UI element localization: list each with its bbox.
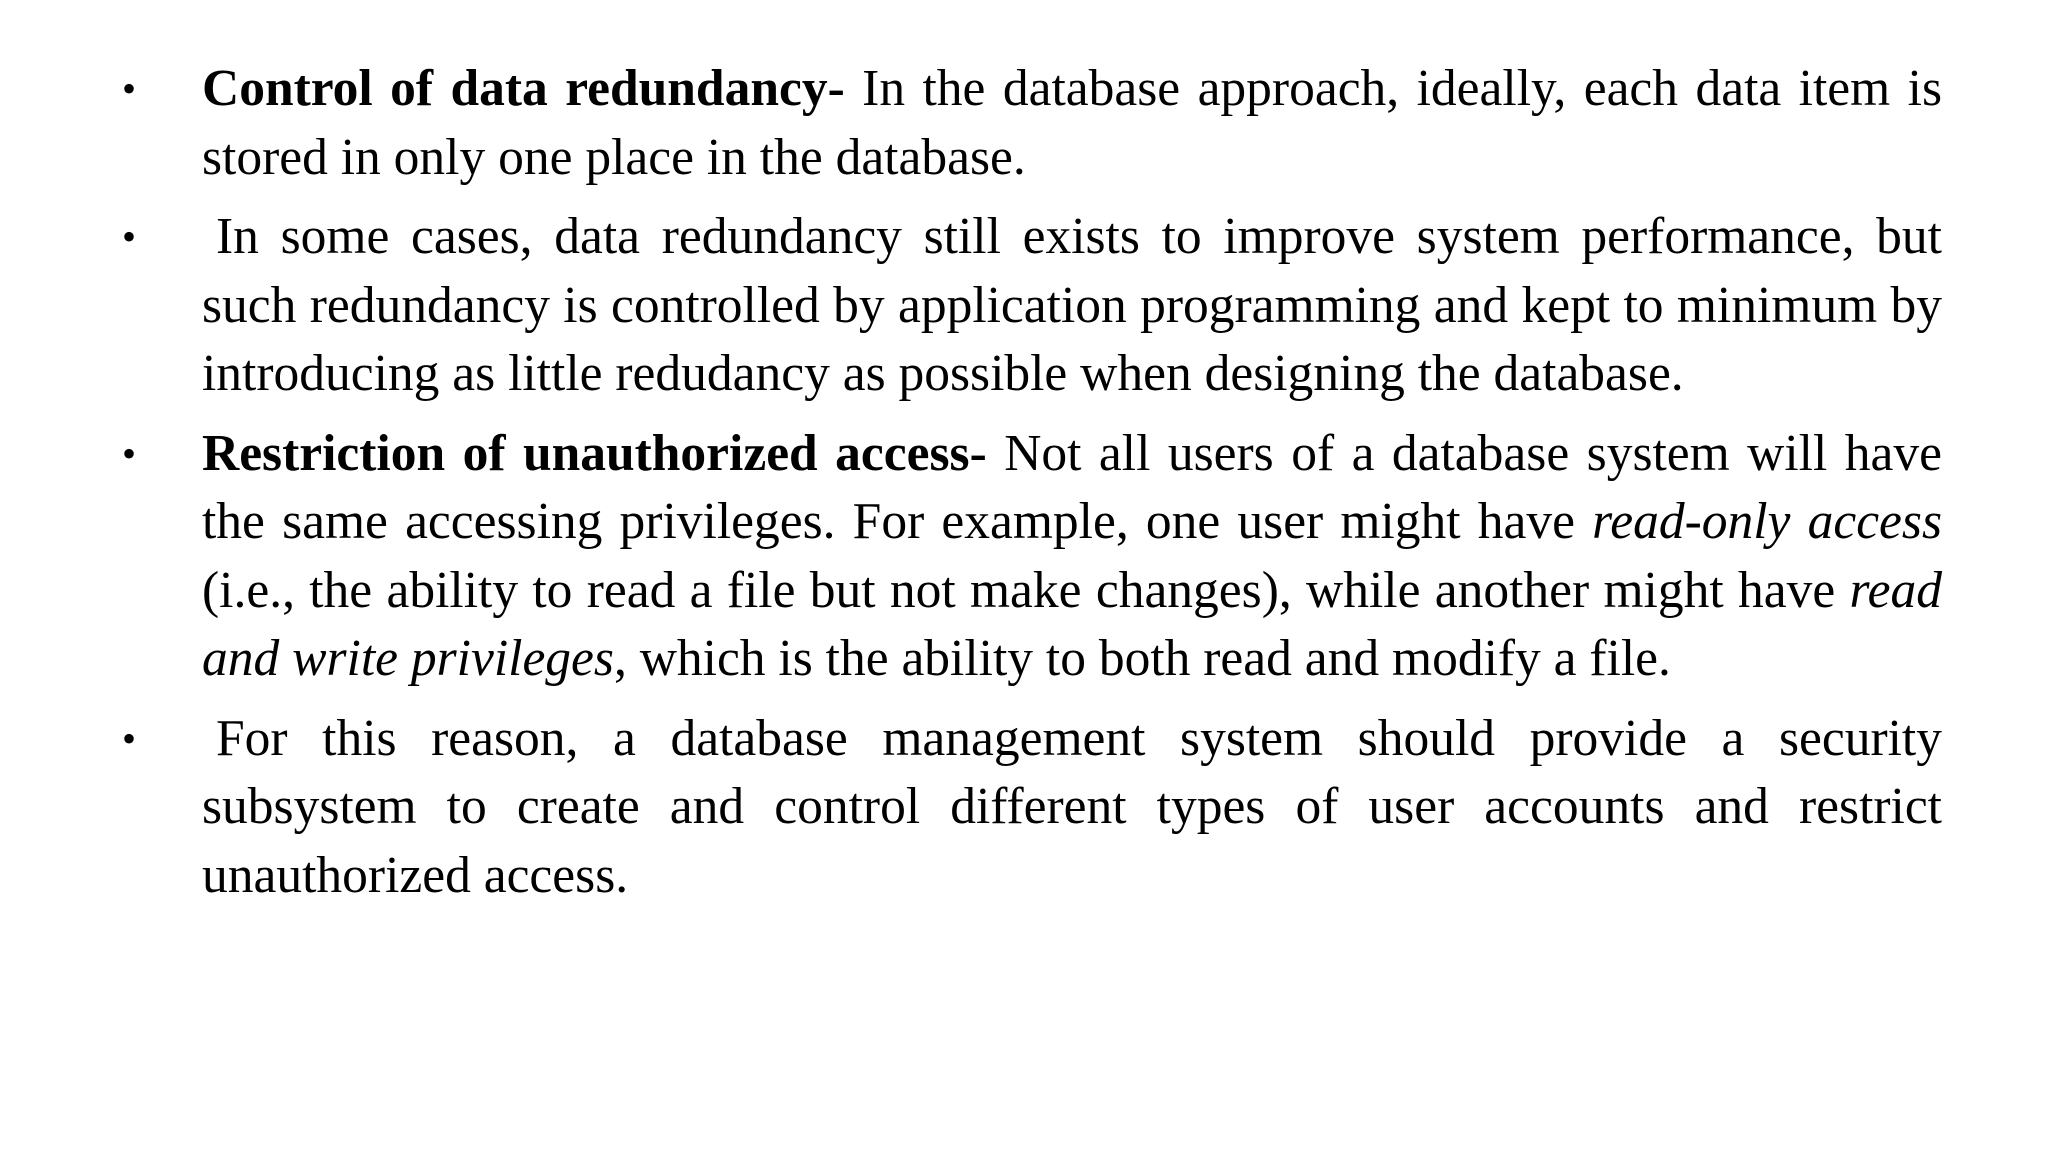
bullet-heading: Control of data redundancy- [202,60,845,117]
bullet-marker: • [122,715,137,761]
bullet-text [202,705,1942,911]
bullet-marker: • [122,214,137,259]
bullet-data-redundancy [122,55,1942,192]
bullet-text [202,203,1942,409]
italic-term-read-only: read-only access [1592,493,1942,550]
bullet-body-part: , which is the ability to both read and modify a file. [613,630,1671,687]
bullet-body-part: (i.e., the ability to read a file but not make changes), while another might have [202,561,1850,619]
bullet-heading: Restriction of unauthorized access- [202,424,987,482]
bullet-text [202,420,1942,694]
bullet-redundancy-performance [122,203,1942,409]
bullet-body-part: Not all users of a database system will have the same accessing privileges. For example, one user might have [202,424,1942,550]
bullet-security-subsystem [122,705,1942,911]
bullet-marker: • [122,430,137,476]
bullet-list [122,55,1942,921]
bullet-body: In the database approach, ideally, each data item is stored in only one place in the database. [202,60,1943,186]
bullet-unauthorized-access [122,420,1942,694]
bullet-marker: • [122,66,137,111]
bullet-body: For this reason, a database management system should provide a security subsystem to create and control different types of user accounts and restrict unauthorized access. [202,709,1942,904]
italic-term-read-write: read and write privileges [202,561,1942,687]
bullet-text [202,55,1942,192]
bullet-body: In some cases, data redundancy still exists to improve system performance, but such redundancy is controlled by application programming and kept to minimum by introducing as little redudancy as possible when designing the database. [202,208,1942,402]
